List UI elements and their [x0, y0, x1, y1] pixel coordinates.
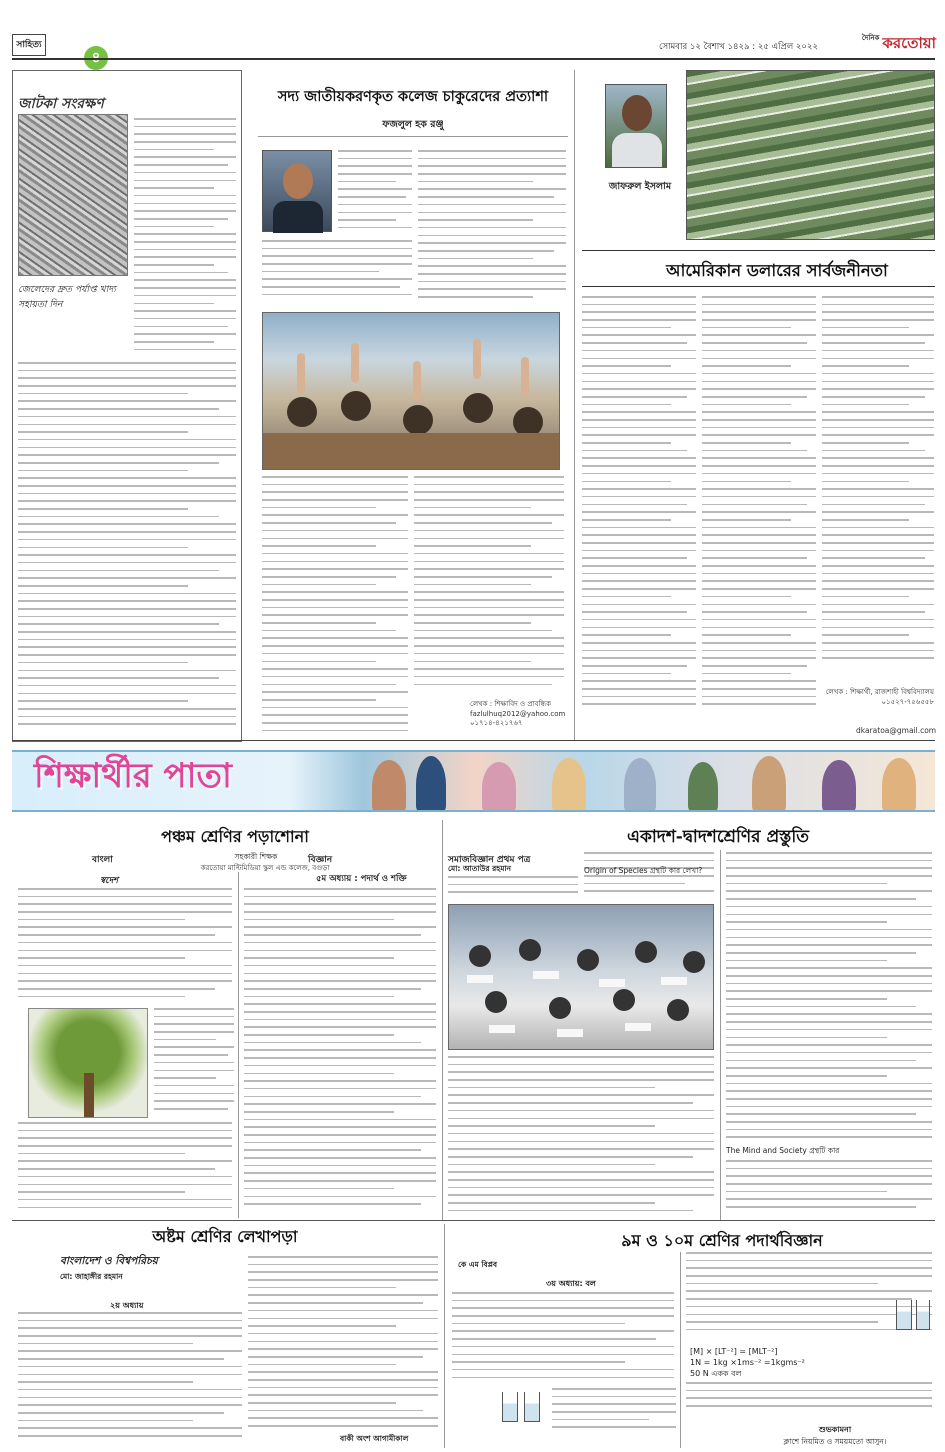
- class9-formulas: [690, 1346, 805, 1379]
- class8-continued: বাকী অংশ আগামীকাল: [340, 1434, 409, 1443]
- headline-divider: [258, 136, 568, 137]
- class5-subject-bangla: বাংলা: [92, 855, 113, 865]
- class8-teacher: মো: জাহাঙ্গীর রহমান: [60, 1272, 123, 1281]
- class9-text-col1: [452, 1292, 674, 1384]
- class5-tree-text: [154, 1008, 234, 1118]
- dollar-author-phone: ০১৫২৭-৭৫৬৫৫৮: [881, 697, 934, 706]
- class5-teacher: সহকারী শিক্ষক: [234, 852, 278, 861]
- issue-date: সোমবার ১২ বৈশাখ ১৪২৯ : ২৫ এপ্রিল ২০২২: [659, 42, 818, 52]
- dollar-author-role: লেখক : শিক্ষার্থী, রাজশাহী বিশ্ববিদ্যালয়: [825, 688, 934, 696]
- class9-chapter: ৩য় অধ্যায়: বল: [546, 1279, 596, 1288]
- class11-q-text: [584, 852, 714, 902]
- class5-heading: পঞ্চম শ্রেণির পড়াশোনা: [161, 827, 309, 846]
- dollar-text-col3: [822, 296, 934, 680]
- class11-intro-text: [448, 876, 578, 902]
- fish-photo: [18, 114, 128, 276]
- class8-heading: অষ্টম শ্রেণির লেখাপড়া: [152, 1227, 298, 1246]
- jatka-text-column: [134, 118, 236, 358]
- college-text-col4: [414, 476, 564, 696]
- bottom-divider: [444, 1224, 445, 1448]
- dollar-headline: আমেরিকান ডলারের সার্বজনীনতা: [666, 261, 888, 280]
- class5-subject-science: বিজ্ঞান: [308, 855, 333, 865]
- class5-science-text: [244, 888, 436, 1218]
- author-photo: [262, 150, 332, 232]
- tree-photo: [28, 1008, 148, 1118]
- exam-hall-photo: [448, 904, 714, 1050]
- class8-subject: বাংলাদেশ ও বিশ্বপরিচয়: [60, 1255, 158, 1267]
- college-text-col3: [262, 476, 408, 738]
- top-section-rule: [12, 740, 935, 741]
- columnist-photo: [605, 84, 667, 168]
- class11-heading: একাদশ-দ্বাদশশ্রেণির প্রস্তুতি: [627, 827, 809, 847]
- class9-text-col1b: [552, 1388, 676, 1436]
- class5-poem-title: স্বদেশ: [100, 876, 119, 886]
- footer-email: dkaratoa@gmail.com: [856, 726, 937, 735]
- college-footer-phone: ০১৭১৪-৪২১৭৬৭: [470, 719, 523, 727]
- class9-divider: [680, 1252, 681, 1448]
- beaker-diagram: [836, 1296, 932, 1336]
- class5-bangla-text: [18, 888, 232, 1006]
- dollar-bundles-photo: [686, 70, 935, 240]
- formula-example: 50 N একক বল: [690, 1369, 742, 1378]
- bottom-section-rule: [12, 1220, 935, 1221]
- column-divider: [574, 70, 575, 740]
- formula-dimension: [M] × [LT⁻²] = [MLT⁻²]: [690, 1347, 778, 1356]
- dollar-text-col1: [582, 296, 696, 716]
- dollar-author-note: [822, 688, 934, 707]
- class8-chapter: ২য় অধ্যায়: [110, 1301, 144, 1310]
- college-footer-email: fazlulhuq2012@yahoo.com: [470, 709, 566, 718]
- classroom-photo: [262, 312, 560, 470]
- brand-name: করতোয়া: [882, 34, 936, 52]
- class11-sample-question-2: The Mind and Society গ্রন্থটি কার: [726, 1146, 840, 1155]
- section-divider-middle: [442, 820, 443, 1220]
- college-footer: [470, 700, 566, 729]
- college-text-col2: [418, 150, 566, 306]
- class5-chapter: ৫ম অধ্যায় : পদার্থ ও শক্তি: [316, 874, 407, 884]
- footer-note: ক্লাশে নিয়মিত ও সময়মতো আসুন।: [783, 1437, 887, 1446]
- college-footer-line: লেখক : শিক্ষাবিদ ও প্রাবন্ধিক: [470, 700, 551, 708]
- class11-col2-text-2: [726, 1160, 932, 1218]
- newspaper-brand: [826, 32, 936, 54]
- dollar-text-col2: [702, 296, 816, 716]
- columnist-name: জাফরুল ইসলাম: [608, 181, 672, 192]
- formula-newton: 1N = 1kg ×1ms⁻² =1kgms⁻²: [690, 1358, 805, 1367]
- class9-teacher: কে এম বিপ্লব: [458, 1260, 497, 1269]
- college-text-intro: [338, 150, 412, 234]
- class9-text-col2b: [686, 1382, 932, 1418]
- header-divider: [12, 58, 935, 60]
- class8-text-col1: [18, 1312, 242, 1444]
- jatka-title: জাটকা সংরক্ষণ: [18, 96, 104, 112]
- class8-text-col2: [248, 1256, 438, 1432]
- class5-school: করতোয়া মাল্টিমিডিয়া স্কুল এন্ড কলেজ, বগুড়া: [200, 864, 330, 872]
- college-author: ফজলুল হক রঞ্জু: [382, 119, 444, 130]
- class11-sample-question: Origin of Species গ্রন্থটি কার লেখা?: [584, 866, 703, 875]
- college-headline: সদ্য জাতীয়করণকৃত কলেজ চাকুরেদের প্রত্যাশা: [277, 88, 549, 105]
- footer-wish: শুভকামনা: [818, 1425, 852, 1434]
- jatka-caption: জেলেদের দ্রুত পর্যাপ্ত খাদ্য সহায়তা দিন: [18, 284, 116, 310]
- class11-divider: [720, 850, 721, 1220]
- class9-footer: [740, 1424, 930, 1449]
- class11-subject: সমাজবিজ্ঞান প্রথম পত্র: [448, 855, 531, 865]
- class11-teacher: মো: আতাউর রহমান: [448, 864, 512, 873]
- class5-bangla-text-2: [18, 1122, 232, 1218]
- class11-col2-text: [726, 852, 932, 1142]
- brand-prefix: দৈনিক: [861, 33, 880, 42]
- dollar-headline-rule-bottom: [582, 286, 935, 287]
- class11-options-text: [448, 1056, 714, 1220]
- college-text-col1: [262, 240, 412, 306]
- dollar-headline-rule: [582, 250, 935, 251]
- jatka-body-text: [18, 362, 236, 736]
- banner-title: শিক্ষার্থীর পাতা: [34, 756, 232, 796]
- glass-diagram: [498, 1386, 546, 1426]
- class9-heading: ৯ম ও ১০ম শ্রেণির পদার্থবিজ্ঞান: [621, 1231, 823, 1250]
- section-logo: সাহিত্য: [12, 34, 46, 56]
- class5-divider: [238, 872, 239, 1218]
